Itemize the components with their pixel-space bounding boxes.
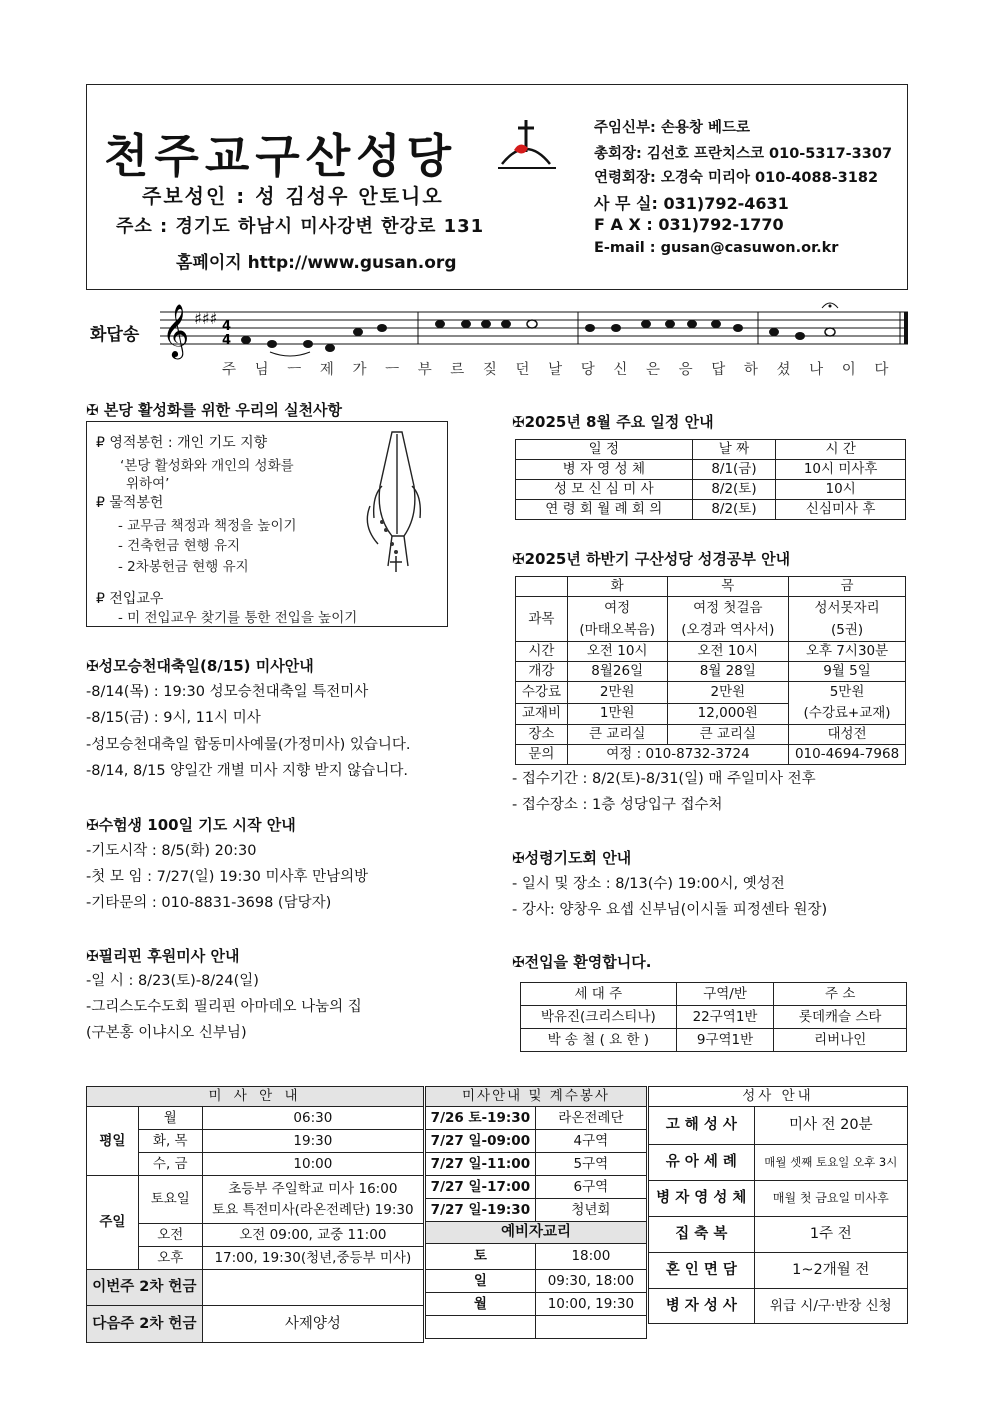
president-contact: 총회장: 김선호 프란치스코 010-5317-3307 <box>594 146 893 162</box>
assumption-line: -성모승천대축일 합동미사예물(가정미사) 있습니다. <box>86 737 411 753</box>
table-row: 혼 인 면 담 1~2개월 전 <box>649 1253 908 1289</box>
table-row: 유 아 세 례 매월 셋째 토요일 오후 3시 <box>649 1145 908 1181</box>
practice-item-transfer: ₽ 전입교우 <box>96 591 164 607</box>
office-phone: 사 무 실: 031)792-4631 <box>594 194 789 213</box>
won-bullet-icon: ₽ <box>96 435 110 451</box>
sacraments-table <box>648 1086 908 1324</box>
practice-item-material: ₽ 물적봉헌 <box>96 495 164 511</box>
treble-clef-icon: 𝄞 <box>162 303 190 357</box>
cross-icon <box>494 116 560 176</box>
philippines-line: -일 시 : 8/23(토)-8/24(일) <box>86 973 259 989</box>
assumption-line: -8/14, 8/15 양일간 개별 미사 지향 받지 않습니다. <box>86 763 408 779</box>
practice-sub: - 건축헌금 현행 유지 <box>118 538 241 554</box>
svg-text:4: 4 <box>222 333 232 348</box>
table-row: 다음주 2차 헌금 사제양성 <box>87 1306 424 1343</box>
practice-sub: - 교무금 책정과 책정을 높이기 <box>118 518 297 534</box>
svg-text:4: 4 <box>222 319 232 334</box>
pastor-contact: 주임신부: 손용창 베드로 <box>594 120 750 136</box>
spirit-prayer-title: ✠성령기도회 안내 <box>512 849 632 867</box>
exam-prayer-line: -기타문의 : 010-8831-3698 (담당자) <box>86 895 332 911</box>
praying-hands-icon <box>352 426 442 576</box>
table-row: 문의 여정 : 010-8732-3724 010-4694-7968 <box>516 745 906 765</box>
table-row: 일 09:30, 18:00 <box>426 1270 647 1293</box>
spirit-prayer-line: - 일시 및 장소 : 8/13(수) 19:00시, 옛성전 <box>512 876 785 892</box>
table-row: 성 모 신 심 미 사 8/2(토) 10시 <box>516 480 906 500</box>
table-header: 구역/반 <box>676 983 774 1006</box>
august-schedule-table <box>515 439 906 520</box>
cross-bullet-icon: ✠ <box>512 953 525 971</box>
spirit-prayer-line: - 강사: 양창우 요셉 신부님(이시돌 피정센타 원장) <box>512 902 828 918</box>
cross-bullet-icon: ✠ <box>86 816 99 834</box>
table-row: 교재비 1만원 12,000원 <box>516 703 906 725</box>
practice-sub: - 미 전입교우 찾기를 통한 전입을 높이기 <box>118 610 358 626</box>
table-row: 박 송 철 ( 요 한 ) 9구역1반 리버나인 <box>521 1029 907 1052</box>
practice-title: ✠ 본당 활성화를 위한 우리의 실천사항 <box>86 401 343 419</box>
table-row: 고 해 성 사 미사 전 20분 <box>649 1107 908 1145</box>
table-header: 시 간 <box>776 440 906 460</box>
table-row: 수, 금 10:00 <box>87 1153 424 1176</box>
table-row: 박유진(크리스티나) 22구역1반 롯데캐슬 스타 <box>521 1006 907 1029</box>
bible-study-note: - 접수장소 : 1층 성당입구 접수처 <box>512 797 723 813</box>
table-row: 병 자 영 성 체 매월 첫 금요일 미사후 <box>649 1181 908 1217</box>
cross-bullet-icon: ✠ <box>512 550 525 568</box>
table-row: 수강료 2만원 2만원 5만원 (수강료+교재) <box>516 682 906 704</box>
homepage-link[interactable]: 홈페이지 http://www.gusan.org <box>176 253 457 273</box>
table-row: 토 18:00 <box>426 1244 647 1270</box>
patron-saint: 주보성인 : 성 김성우 안토니오 <box>142 184 444 208</box>
bible-study-note: - 접수기간 : 8/2(토)-8/31(일) 매 주일미사 전후 <box>512 771 816 787</box>
philippines-title: ✠필리핀 후원미사 안내 <box>86 947 240 965</box>
service-guide-table <box>425 1086 647 1339</box>
email-address[interactable]: E-mail : gusan@casuwon.or.kr <box>594 240 839 256</box>
philippines-line: (구본홍 이냐시오 신부님) <box>86 1025 247 1041</box>
table-row: 7/27 일-19:30 청년회 <box>426 1199 647 1222</box>
exam-prayer-title: ✠수험생 100일 기도 시작 안내 <box>86 816 296 834</box>
day-header: 목 <box>667 577 789 597</box>
philippines-line: -그리스도수도회 필리핀 아마데오 나눔의 집 <box>86 999 362 1015</box>
table-row: 연 령 회 월 례 회 의 8/2(토) 신심미사 후 <box>516 500 906 520</box>
table-row: 집 축 복 1주 전 <box>649 1217 908 1253</box>
table-header: 날 짜 <box>692 440 776 460</box>
funeral-contact: 연령회장: 오경숙 미리아 010-4088-3182 <box>594 170 879 186</box>
table-row: 7/27 일-09:00 4구역 <box>426 1130 647 1153</box>
assumption-title: ✠성모승천대축일(8/15) 미사안내 <box>86 657 314 675</box>
table-row: 주일 토요일 초등부 주일학교 미사 16:00 토요 특전미사(라온전례단) 19:30 <box>87 1176 424 1224</box>
practice-sub: 위하여’ <box>126 476 170 492</box>
mass-guide-title: 미 사 안 내 <box>87 1087 424 1107</box>
table-header: 세 대 주 <box>521 983 677 1006</box>
exam-prayer-line: -기도시작 : 8/5(화) 20:30 <box>86 843 257 859</box>
assumption-line: -8/15(금) : 9시, 11시 미사 <box>86 710 261 726</box>
table-row: 오전 오전 09:00, 교중 11:00 <box>87 1224 424 1247</box>
mass-guide-table <box>86 1086 424 1343</box>
sacraments-title: 성사 안내 <box>649 1087 908 1107</box>
cross-bullet-icon: ✠ <box>512 413 525 431</box>
won-bullet-icon: ₽ <box>96 495 110 511</box>
cross-bullet-icon: ✠ <box>512 849 525 867</box>
svg-text:♯♯♯: ♯♯♯ <box>194 309 218 328</box>
practice-sub: ‘본당 활성화와 개인의 성화를 <box>120 458 294 474</box>
practice-sub: - 2차봉헌금 현행 유지 <box>118 559 249 575</box>
day-header: 화 <box>567 577 667 597</box>
august-schedule-title: ✠2025년 8월 주요 일정 안내 <box>512 413 714 431</box>
music-staff <box>160 298 910 360</box>
fax-number: F A X : 031)792-1770 <box>594 215 784 234</box>
address: 주소 : 경기도 하남시 미사강변 한강로 131 <box>116 216 485 237</box>
assumption-line: -8/14(목) : 19:30 성모승천대축일 특전미사 <box>86 684 369 700</box>
cross-bullet-icon: ✠ <box>86 947 99 965</box>
table-row: 화, 목 19:30 <box>87 1130 424 1153</box>
psalm-lyrics: 주 님 ㅡ 제 가 ㅡ 부 르 짖 던 날 당 신 은 응 답 하 셨 나 이 다 <box>222 362 891 378</box>
table-row: 오후 17:00, 19:30(청년,중등부 미사) <box>87 1247 424 1270</box>
table-row: 장소 큰 교리실 큰 교리실 대성전 <box>516 725 906 745</box>
table-header: 일 정 <box>516 440 693 460</box>
catechism-title: 예비자교리 <box>426 1222 647 1244</box>
exam-prayer-line: -첫 모 임 : 7/27(일) 19:30 미사후 만남의방 <box>86 869 369 885</box>
welcome-table <box>520 982 907 1052</box>
service-guide-title: 미사안내 및 계수봉사 <box>426 1087 647 1107</box>
table-row: 7/26 토-19:30 라온전례단 <box>426 1107 647 1130</box>
psalm-label: 화답송 <box>90 325 140 345</box>
cross-bullet-icon: ✠ <box>86 657 99 675</box>
church-title: 천주교구산성당 <box>104 129 458 183</box>
welcome-title: ✠전입을 환영합니다. <box>512 953 652 971</box>
practice-item-spiritual: ₽ 영적봉헌 : 개인 기도 지향 <box>96 435 268 451</box>
won-bullet-icon: ₽ <box>96 591 110 607</box>
day-header: 금 <box>789 577 906 597</box>
table-row: 월 10:00, 19:30 <box>426 1293 647 1316</box>
bible-study-title: ✠2025년 하반기 구산성당 성경공부 안내 <box>512 550 791 568</box>
table-row: 7/27 일-11:00 5구역 <box>426 1153 647 1176</box>
cross-bullet-icon: ✠ <box>86 401 104 419</box>
table-header: 주 소 <box>774 983 907 1006</box>
bible-study-table <box>515 576 906 765</box>
table-row: 병 자 영 성 체 8/1(금) 10시 미사후 <box>516 460 906 480</box>
table-row: 개강 8월26일 8월 28일 9월 5일 <box>516 662 906 682</box>
table-row: 병 자 성 사 위급 시/구·반장 신청 <box>649 1289 908 1324</box>
table-row: 과목 여정 (마태오복음) 여정 첫걸음 (오경과 역사서) 성서못자리 (5권) <box>516 597 906 642</box>
table-row: 평일 월 06:30 <box>87 1107 424 1130</box>
table-row: 이번주 2차 헌금 <box>87 1270 424 1306</box>
table-row: 시간 오전 10시 오전 10시 오후 7시30분 <box>516 642 906 662</box>
table-row: 7/27 일-17:00 6구역 <box>426 1176 647 1199</box>
